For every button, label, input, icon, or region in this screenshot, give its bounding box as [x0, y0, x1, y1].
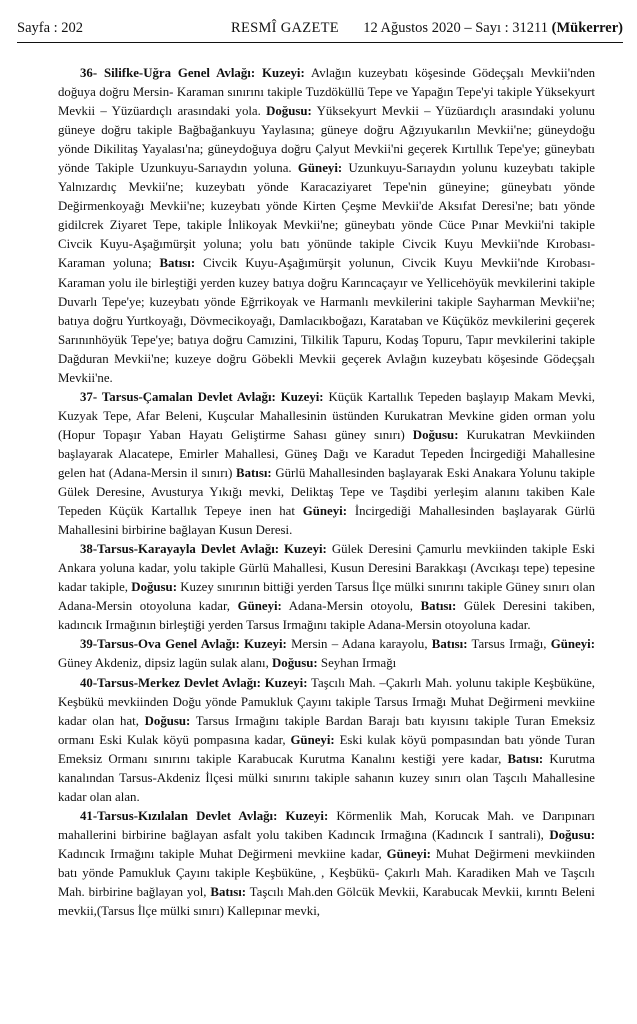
page-header — [17, 18, 623, 43]
bold-heading-text: Kuzeyi: — [284, 542, 327, 557]
section-paragraph — [58, 540, 595, 635]
paragraph-text: Muhat Değirmeni mevkiinden batı yönde Pamukluk Çayını takiple Keşbüküne, , Keşbükü- Çakırlı Mah. Karadiken Mah ve Taşcılı Mah. birbirine bağlayan yol, — [58, 846, 595, 900]
paragraph-text: Gürlü Mahallesinden başlayarak Eski Anakara Yolunu takiple Gülek Deresine, Avusturya Yıkığı mevki, Deliktaş Tepe ve Taşdibi yerleşim alanını takiben Kale Tepeden Küçük Kartallık Tepeye inen hat — [58, 465, 596, 519]
paragraph-text: Eski kulak köyü pompasından batı yönde Turan Emeksiz Ormanı sınırını takiple Karabucak Kurutma Kanalını kestiği yere kadar, — [58, 732, 596, 766]
bold-heading-text: Doğusu: — [549, 827, 595, 842]
bold-heading-text: Güneyi: — [302, 504, 347, 519]
page-number: Sayfa : 202 — [17, 20, 84, 36]
bold-heading-text: Doğusu: — [131, 580, 177, 595]
bold-heading-text: Batısı: — [420, 599, 457, 614]
bold-heading-text: Kuzeyi: — [285, 808, 329, 823]
bold-heading-text: Güneyi: — [550, 637, 596, 652]
section-paragraph — [58, 807, 595, 921]
paragraph-text: Körmenlik Mah, Korucak Mah. ve Darıpınarı mahallerini birbirine bağlayan asfalt yolu takiben Kadıncık Irmağına (Kadıncık I santrali), — [58, 808, 595, 842]
bold-heading-text: Batısı: — [507, 751, 544, 766]
paragraph-text: Civcik Kuyu-Aşağımürşit yolunun, Civcik Kuyu Mevkii'nde Kırobası-Karaman yolu ile birleştiği yerden kuzey batıya doğru Karıncaçayır ve Yellicehöyük mevkilerini takiple Duvarlı Tepe'ye; kuzeybatı yönde Eğrrikoyak ve Harmanlı mevkilerini takiple Sayharman Mevkii'ne; batıya doğru Yurtkoyağı, Dövmecikoyağı, Damlacıkboğazı, Karataban ve Küçüköz mevkilerini geçerek Sarınınhöyük Tepe'ye; batıya doğru Camızini, Tilkilik Tapuru, Kodaş Topuru, Tapır mevkilerini takiple Dağduran Mevkii'ne; kuzeye doğru Göbekli Mevkii geçerek Avlağın kuzeybatı köşesinde Gödeçşalı Mevkii'ne. — [58, 256, 595, 385]
bold-heading-text: Güneyi: — [297, 161, 343, 176]
paragraph-text: Yüksekyurt Mevkii – Yüzüardıçlı arasındaki yolunu güneye doğru takiple Bağbağankuyu Yaylasına; güneye doğru Ağzıyukarılın Mevkii'ne; güneydoğu yönde Dikilitaş Yayalası'na; güneydoğuya doğru Çalyut Mevkii'ni geçerek Kırtıllık Tepe'ye; güneybatı yönde Takiple Uzunkuyu-Sarıaydın yoluna. — [58, 104, 595, 176]
bold-heading-text: Doğusu: — [412, 427, 459, 442]
paragraph-text: Taşcılı Mah. –Çakırlı Mah. yolunu takiple Keşbüküne, Keşbükü mevkiinden Doğu yönde Pamukluk Çayını takiple Tarsus Irmağı Muhat Değirmeni mevkiine kadar olan hat, — [58, 675, 595, 728]
paragraph-text: Kurukatran Mevkiinden başlayarak Alacatepe, Emirler Mahallesi, Güneş Dağı ve Karadut Tepeden İncirgediği Mahallesine gelen hat (Adana-Mersin il sınırı) — [58, 427, 595, 480]
bold-heading-text: 39-Tarsus-Ova Genel Avlağı: — [80, 637, 240, 652]
document-body — [58, 64, 595, 921]
paragraph-text: Küçük Kartallık Tepeden başlayıp Makam Mevki, Kuzyak Tepe, Afar Beleni, Kuşcular Mahallesinin üstünden Kurukatran Mevkine giden orman yolu (Hopur Topaşır Yaban Hayatı Geliştirme Sahası güney sınırı) — [58, 389, 595, 442]
section-paragraph — [58, 674, 595, 807]
bold-heading-text: Kuzeyi: — [264, 675, 308, 690]
paragraph-text: Seyhan Irmağı — [317, 656, 397, 671]
paragraph-text: Avlağın kuzeybatı köşesinde Gödeçşalı Mevkii'nden doğuya doğru Mersin- Karaman sınırını takiple Tuzdöküllü Tepe ve Yapağın Tepe'yi takiple Yüksekyurt Mevkii – Yüzüardıçlı arasındaki yola. — [58, 66, 595, 119]
paragraph-text — [255, 66, 262, 80]
bold-heading-text: Kuzeyi: — [244, 637, 287, 652]
paragraph-text: Uzunkuyu-Sarıaydın yolunu kuzeybatı takiple Yalnızardıç Mevkii'ne; kuzeybatı yönde Karacaziyaret Tepe'nin güneyine; güneybatı yönde Değirmenkoyağı Mevkii'ne; kuzeybatı yönde Kirten Çeşme Mevkii'de Aksıfat Deresi'ne; batı yönde gidilcrek Ziyaret Tepe, takiple İnlikoyak Mevkii'ne; güneybatı yönde Cüce Pınar Mevkii'ni takiple Civcik Kuyu-Aşağımürşit yoluna; yolu batı yönünde takiple Civcik Kuyu Mevkii'nde Kırobası-Karaman yoluna; — [58, 161, 595, 271]
bold-heading-text: 36- Silifke-Uğra Genel Avlağı: — [80, 66, 256, 80]
bold-heading-text: Batısı: — [431, 637, 468, 652]
gazette-title: RESMÎ GAZETE — [231, 20, 339, 36]
issue-suffix: (Mükerrer) — [551, 20, 623, 36]
issue-info — [363, 18, 623, 38]
bold-heading-text: 38-Tarsus-Karayayla Devlet Avlağı: — [80, 542, 280, 557]
paragraph-text: Gülek Deresini takiben, kadıncık Irmağının birleştiği yerden Tarsus Irmağını takiple Adana-Mersin otoyoluna kadar. — [58, 599, 596, 633]
bold-heading-text: Doğusu: — [266, 104, 312, 119]
bold-heading-text: Kuzeyi: — [280, 389, 324, 404]
paragraph-text: Kurutma kanalından Tarsus-Akdeniz İlçesi mülki sınırını takiple sahanın kuzey sınırı olan Taşcılı Mahallesine kadar olan alan. — [58, 751, 595, 804]
bold-heading-text: Batısı: — [159, 256, 196, 271]
paragraph-text: Gülek Deresini Çamurlu mevkiinden takiple Eski Ankara yoluna kadar, yolu takiple Gürlü Mahallesi, Kusun Deresini Barakkaşı (Avcıkaşı tepe) tepesine kadar takiple, — [58, 542, 595, 595]
paragraph-text: Güney Akdeniz, dipsiz lagün sulak alanı, — [58, 656, 273, 671]
section-paragraph — [58, 388, 595, 540]
section-paragraph — [58, 635, 595, 673]
issue-date-number: 12 Ağustos 2020 – Sayı : 31211 — [363, 20, 552, 36]
bold-heading-text: Güneyi: — [237, 599, 282, 614]
paragraph-text: Kadıncık Irmağını takiple Muhat Değirmeni mevkiine kadar, — [58, 846, 387, 861]
paragraph-text: Tarsus Irmağını takiple Bardan Barajı batı kıyısını takiple Turan Emeksiz ormanı Eski Kulak köyü pompasına kadar, — [58, 713, 596, 747]
bold-heading-text: 37- Tarsus-Çamalan Devlet Avlağı: — [80, 389, 276, 404]
bold-heading-text: Doğusu: — [272, 656, 318, 671]
bold-heading-text: 40-Tarsus-Merkez Devlet Avlağı: — [80, 675, 261, 690]
paragraph-text: Mersin – Adana karayolu, — [286, 637, 432, 652]
bold-heading-text: Güneyi: — [290, 732, 335, 747]
bold-heading-text: Batısı: — [236, 465, 272, 480]
bold-heading-text: Güneyi: — [386, 846, 431, 861]
bold-heading-text: Batısı: — [210, 885, 247, 900]
paragraph-text: Taşcılı Mah.den Gölcük Mevkii, Karabucak Mevkii, kırıntı Beleni mevkii,(Tarsus İlçe mülki sınırı) Kallepınar mevki, — [58, 885, 595, 919]
paragraph-text: İncirgediği Mahallesinden başlayarak Gürlü Mahallesini birbirine bağlayan Kusun Deresi. — [58, 504, 595, 538]
bold-heading-text: Doğusu: — [144, 713, 191, 728]
paragraph-text: Adana-Mersin otoyolu, — [281, 599, 421, 614]
paragraph-text: Kuzey sınırının bittiği yerden Tarsus İlçe mülki sınırını takiple Güney sınırı olan Adana-Mersin otoyoluna kadar, — [58, 580, 595, 614]
bold-heading-text: 41-Tarsus-Kızılalan Devlet Avlağı: — [80, 808, 278, 823]
section-paragraph — [58, 64, 595, 388]
bold-heading-text: Kuzeyi: — [261, 66, 305, 80]
paragraph-text: Tarsus Irmağı, — [467, 637, 551, 652]
